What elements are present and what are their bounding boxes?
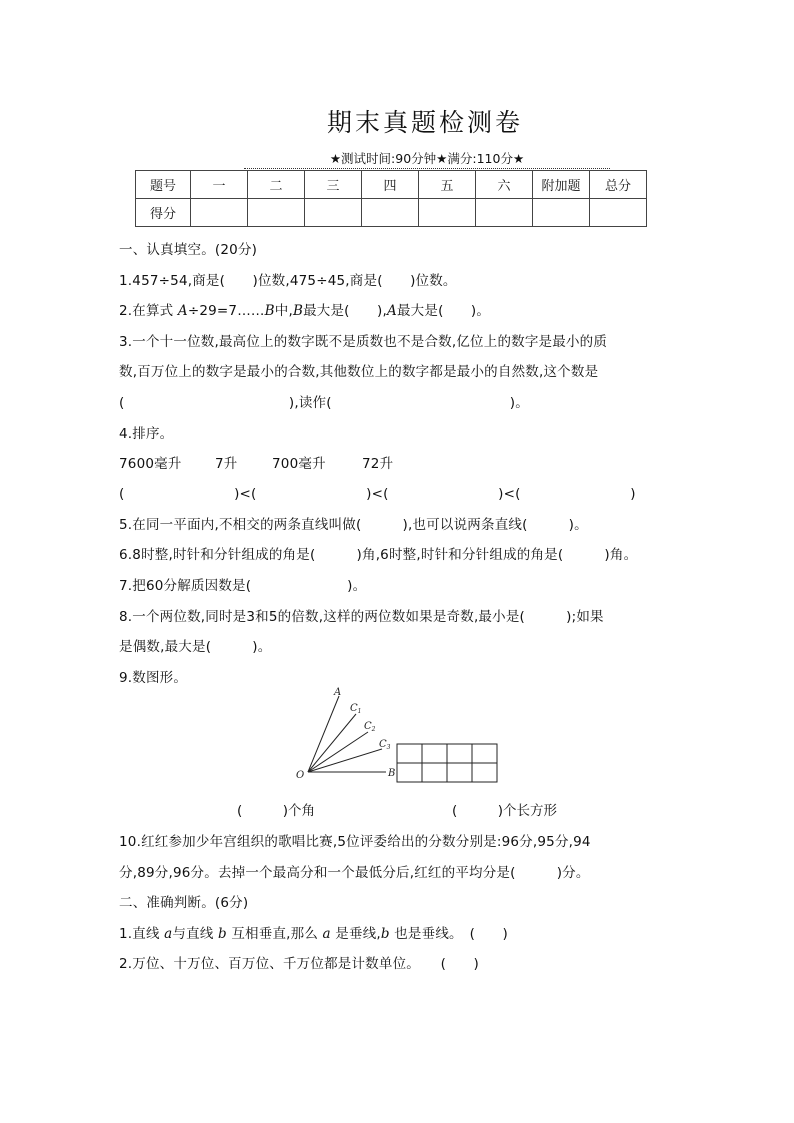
text: 互相垂直,那么 (226, 926, 323, 942)
angle-rectangle-figure (290, 686, 510, 786)
figure-caption-rectangles: ( )个长方形 (452, 803, 558, 819)
score-input-cell[interactable] (476, 199, 533, 227)
text: 1.直线 (119, 926, 165, 942)
question-10-line-1: 10.红红参加少年宫组织的歌唱比赛,5位评委给出的分数分别是:96分,95分,94 (119, 834, 591, 850)
score-cell: 三 (305, 171, 362, 199)
question-8-line-1: 8.一个两位数,同时是3和5的倍数,这样的两位数如果是奇数,最小是( );如果 (119, 609, 604, 625)
question-2 (119, 299, 490, 319)
var-b: B (264, 303, 275, 319)
question-7: 7.把60分解质因数是( )。 (119, 578, 367, 594)
label-c3 (379, 739, 391, 751)
text: 与直线 (172, 926, 219, 942)
var: a (322, 926, 331, 942)
sort-item: 7600毫升 (119, 456, 182, 472)
text: 中, (274, 303, 293, 319)
label-c1 (350, 703, 361, 715)
sort-item: 700毫升 (272, 456, 326, 472)
score-cell: 一 (191, 171, 248, 199)
var: b (380, 926, 390, 942)
score-table (135, 170, 647, 227)
label-o: O (296, 770, 305, 781)
question-4-heading: 4.排序。 (119, 426, 174, 442)
text: 是垂线, (330, 926, 381, 942)
label-b: B (388, 768, 396, 779)
question-10-line-2: 分,89分,96分。去掉一个最高分和一个最低分后,红红的平均分是( )分。 (119, 865, 590, 881)
question-3-line-2: 数,百万位上的数字是最小的合数,其他数位上的数字都是最小的自然数,这个数是 (119, 364, 599, 380)
var-a: A (387, 303, 397, 319)
label-c: C (350, 703, 358, 714)
ray-oc3 (308, 749, 382, 772)
sort-item: 72升 (362, 456, 394, 472)
var-b: B (292, 303, 304, 319)
label-c2 (364, 721, 376, 733)
label-c: C (379, 739, 387, 750)
score-cell: 附加题 (533, 171, 590, 199)
label-sub: 3 (386, 744, 391, 751)
score-cell: 总分 (590, 171, 647, 199)
question-3-line-1: 3.一个十一位数,最高位上的数字既不是质数也不是合数,亿位上的数字是最小的质 (119, 334, 608, 350)
ray-oc2 (308, 732, 368, 772)
score-cell: 四 (362, 171, 419, 199)
page-title: 期末真题检测卷 (326, 108, 523, 137)
score-input-cell[interactable] (191, 199, 248, 227)
text: 也是垂线。 ( ) (389, 926, 509, 942)
question-1: 1.457÷54,商是( )位数,475÷45,商是( )位数。 (119, 273, 457, 289)
score-cell: 题号 (136, 171, 191, 199)
var: b (218, 926, 227, 942)
score-input-cell[interactable] (590, 199, 647, 227)
question-4-blanks: ( )<( )<( )<( ) (119, 486, 636, 502)
score-cell: 二 (248, 171, 305, 199)
exam-meta: ★测试时间:90分钟★满分:110分★ (244, 149, 610, 169)
label-a: A (334, 687, 342, 698)
figure-caption-angles: ( )个角 (237, 803, 316, 819)
text: 最大是( ), (303, 303, 388, 319)
label-sub: 2 (371, 726, 376, 733)
text: 最大是( )。 (396, 303, 491, 319)
score-input-cell[interactable] (419, 199, 476, 227)
question-8-line-2: 是偶数,最大是( )。 (119, 639, 272, 655)
score-cell: 六 (476, 171, 533, 199)
ray-oa (308, 696, 339, 772)
text: ÷29=7…… (187, 303, 265, 319)
ray-oc1 (308, 714, 356, 772)
score-input-cell[interactable] (362, 199, 419, 227)
label-sub: 1 (357, 708, 362, 715)
question-9-heading: 9.数图形。 (119, 670, 188, 686)
sort-item: 7升 (215, 456, 238, 472)
score-table-score-row (136, 199, 647, 227)
question-3-line-3: ( ),读作( )。 (119, 395, 529, 411)
score-input-cell[interactable] (305, 199, 362, 227)
judgment-1 (119, 922, 508, 942)
score-cell: 得分 (136, 199, 191, 227)
score-cell: 五 (419, 171, 476, 199)
section1-heading: 一、认真填空。(20分) (119, 242, 258, 258)
var-a: A (177, 303, 188, 319)
score-input-cell[interactable] (248, 199, 305, 227)
question-6: 6.8时整,时针和分针组成的角是( )角,6时整,时针和分针组成的角是( )角。 (119, 547, 638, 563)
text: 2.在算式 (119, 303, 178, 319)
question-5: 5.在同一平面内,不相交的两条直线叫做( ),也可以说两条直线( )。 (119, 517, 588, 533)
section2-heading: 二、准确判断。(6分) (119, 895, 249, 911)
judgment-2: 2.万位、十万位、百万位、千万位都是计数单位。 ( ) (119, 956, 479, 972)
score-input-cell[interactable] (533, 199, 590, 227)
score-table-header-row (136, 171, 647, 199)
var: a (164, 926, 173, 942)
label-c: C (364, 721, 372, 732)
